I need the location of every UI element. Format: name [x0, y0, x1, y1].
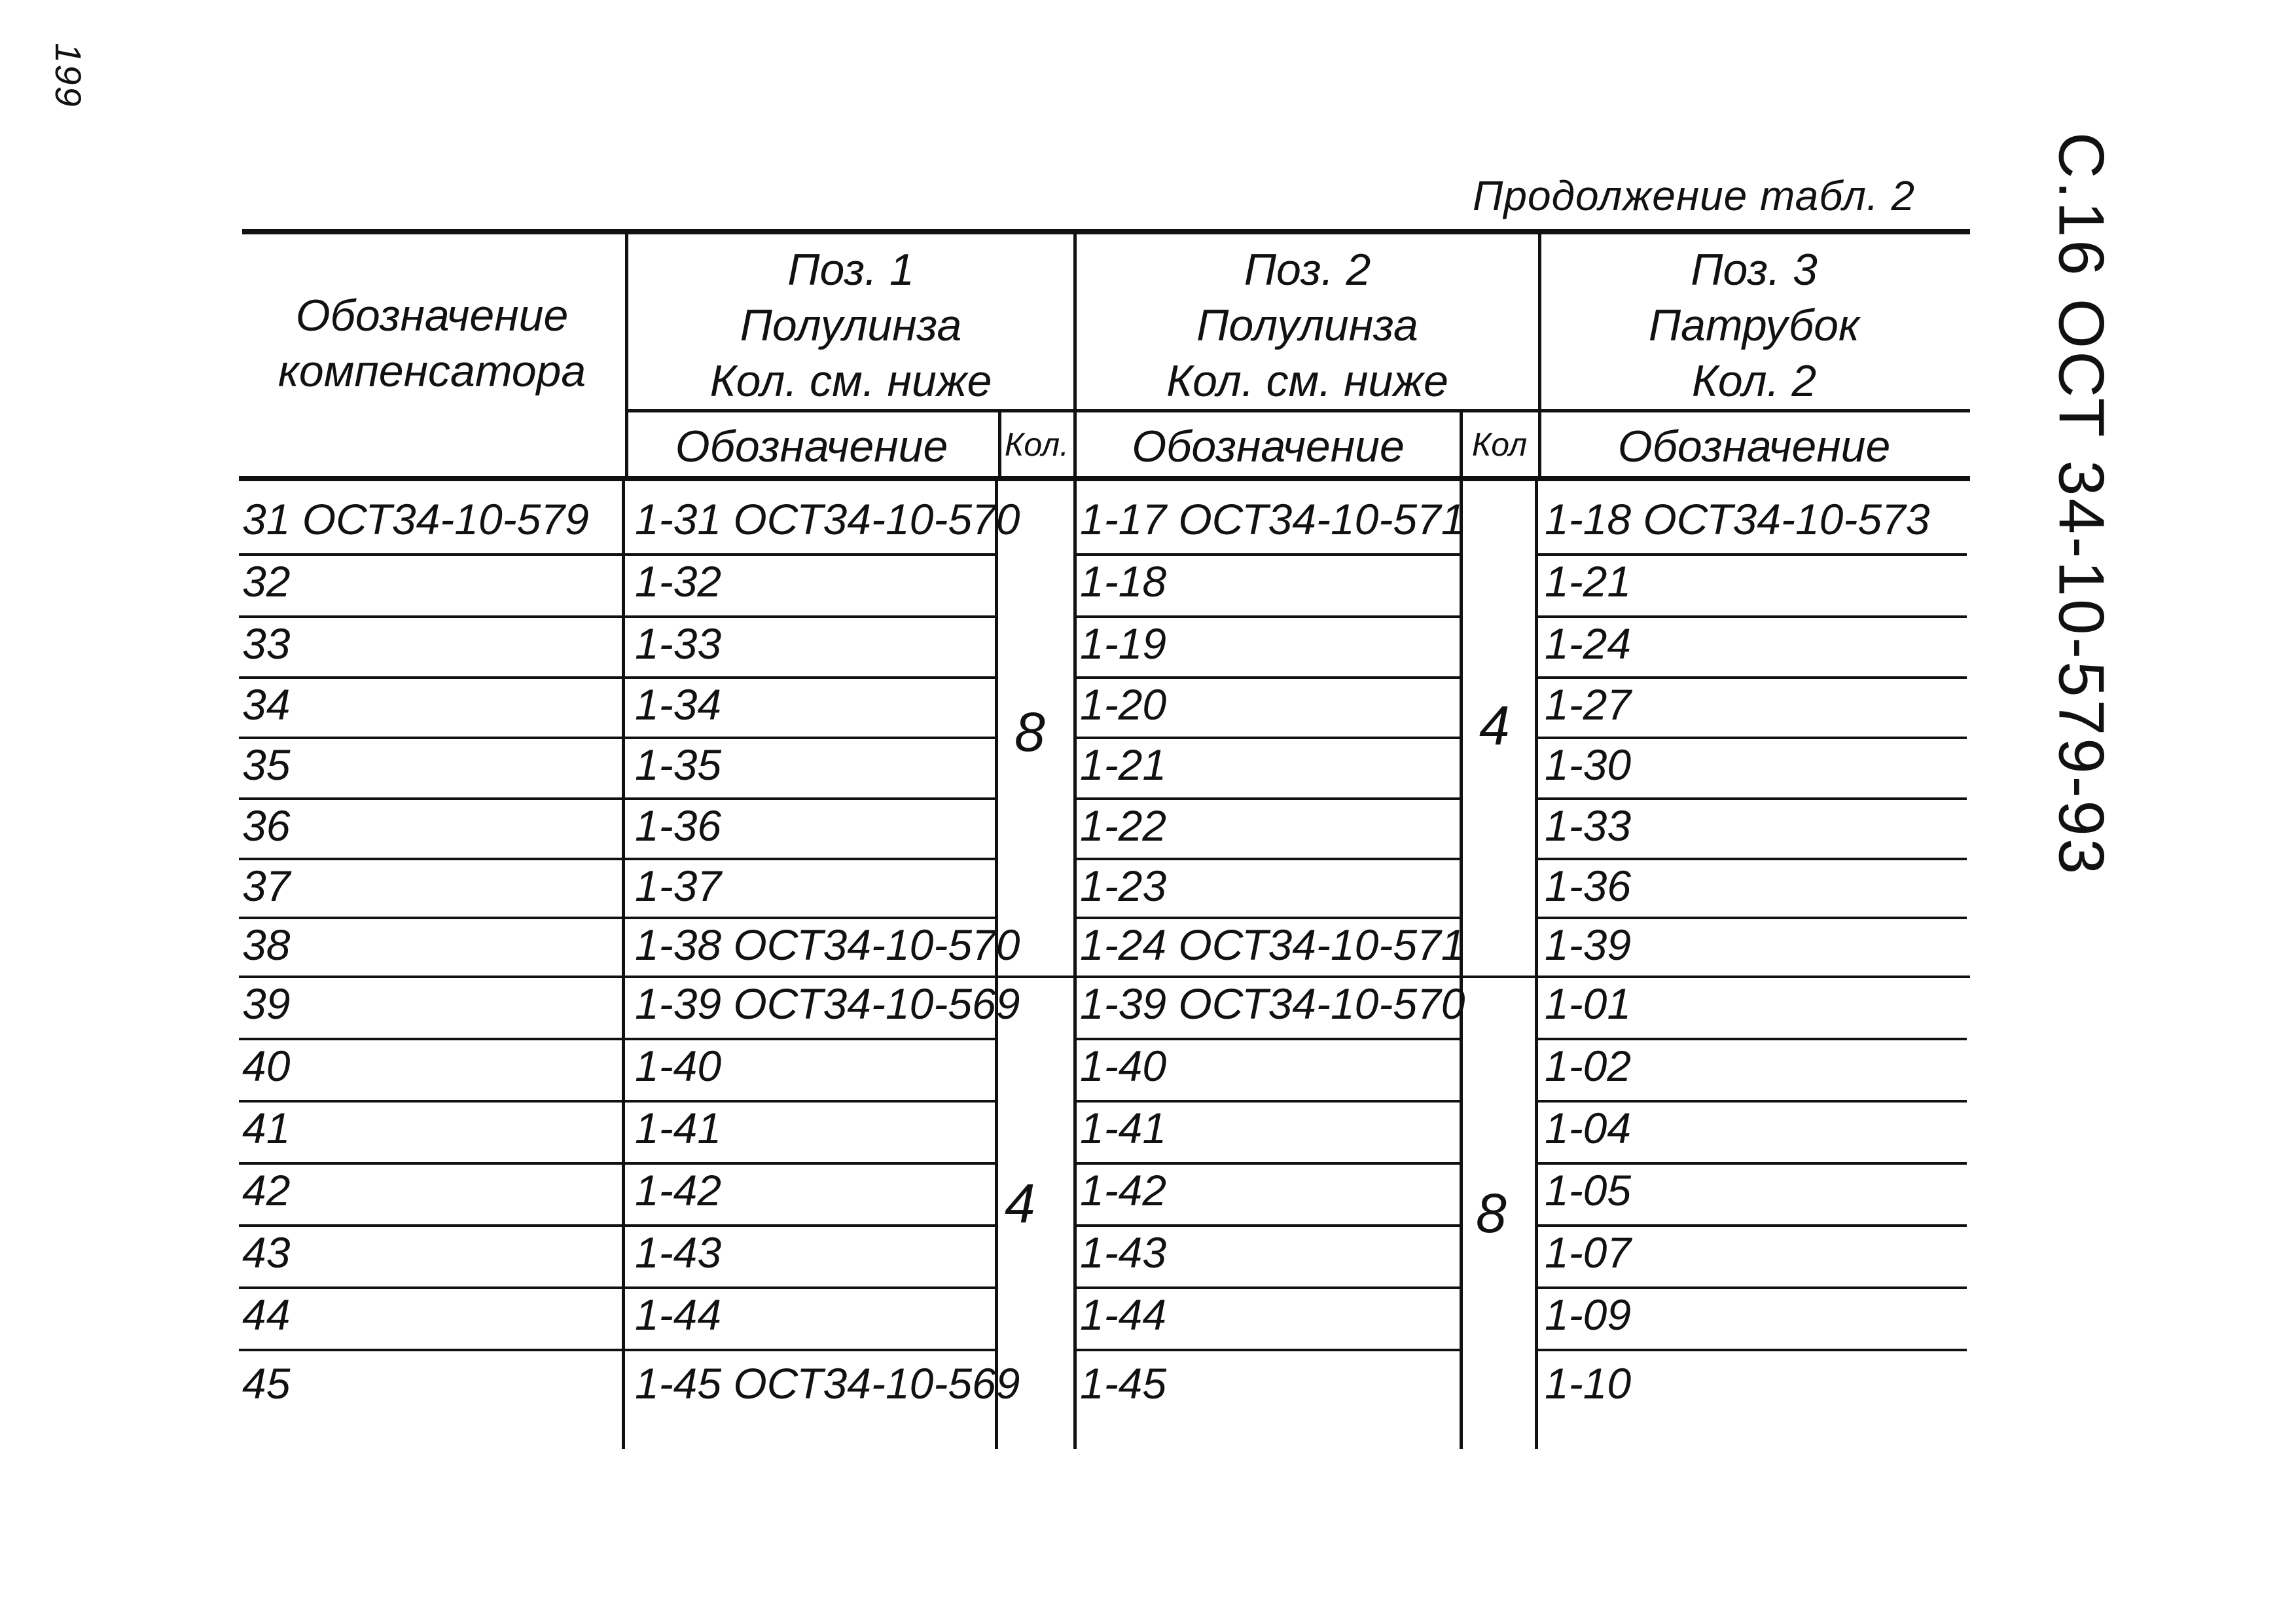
- subheader-pos2-qty: Кол: [1471, 426, 1528, 463]
- body-divider-qty2-r: [1535, 480, 1538, 1449]
- row-divider: [625, 737, 995, 739]
- row-compensator-designation: 41: [242, 1104, 291, 1152]
- row-compensator-designation: 32: [242, 557, 291, 606]
- subheader-pos1-qty: Кол.: [1004, 426, 1069, 463]
- row-pos3-designation: 1-02: [1545, 1042, 1632, 1090]
- row-divider: [1538, 676, 1967, 679]
- subheader-pos2-designation: Обозначение: [1132, 422, 1405, 471]
- qty-pos2-group-1: 4: [1479, 695, 1510, 756]
- row-divider: [1538, 737, 1967, 739]
- row-compensator-designation: 40: [242, 1042, 291, 1090]
- row-pos1-designation: 1-44: [635, 1290, 722, 1339]
- row-divider: [1538, 858, 1967, 860]
- row-pos1-designation: 1-37: [635, 862, 722, 910]
- row-pos3-designation: 1-27: [1545, 680, 1632, 729]
- row-pos3-designation: 1-05: [1545, 1166, 1632, 1214]
- row-divider: [239, 976, 1970, 978]
- row-pos3-designation: 1-33: [1545, 801, 1632, 850]
- row-divider: [625, 553, 995, 556]
- row-divider: [1077, 553, 1460, 556]
- row-divider: [239, 1286, 622, 1289]
- row-divider: [625, 1162, 995, 1165]
- row-pos2-designation: 1-24 ОСТ34-10-571: [1080, 921, 1465, 969]
- row-pos3-designation: 1-01: [1545, 979, 1632, 1028]
- row-divider: [625, 1038, 995, 1040]
- row-pos2-designation: 1-21: [1080, 740, 1167, 789]
- row-pos1-designation: 1-38 ОСТ34-10-570: [635, 921, 1020, 969]
- row-divider: [239, 1162, 622, 1165]
- row-divider: [1077, 1224, 1460, 1227]
- row-compensator-designation: 44: [242, 1290, 291, 1339]
- row-divider: [239, 797, 622, 800]
- row-divider: [1538, 1162, 1967, 1165]
- row-pos1-designation: 1-39 ОСТ34-10-569: [635, 979, 1020, 1028]
- row-divider: [1077, 797, 1460, 800]
- header-pos3: Поз. 3 Патрубок Кол. 2: [1648, 245, 1860, 406]
- row-divider: [625, 615, 995, 618]
- header-divider: [625, 409, 1970, 412]
- subheader-pos3-designation: Обозначение: [1617, 422, 1891, 471]
- row-pos1-designation: 1-45 ОСТ34-10-569: [635, 1359, 1020, 1408]
- row-divider: [625, 676, 995, 679]
- row-divider: [1538, 553, 1967, 556]
- row-pos3-designation: 1-30: [1545, 740, 1632, 789]
- row-divider: [1077, 676, 1460, 679]
- row-pos2-designation: 1-45: [1080, 1359, 1167, 1408]
- row-compensator-designation: 36: [242, 801, 291, 850]
- row-divider: [1538, 1286, 1967, 1289]
- row-compensator-designation: 42: [242, 1166, 291, 1214]
- row-pos1-designation: 1-33: [635, 619, 722, 668]
- row-pos3-designation: 1-18 ОСТ34-10-573: [1545, 495, 1930, 543]
- row-pos1-designation: 1-36: [635, 801, 722, 850]
- row-pos1-designation: 1-35: [635, 740, 722, 789]
- row-divider: [625, 1286, 995, 1289]
- row-divider: [239, 615, 622, 618]
- row-compensator-designation: 38: [242, 921, 291, 969]
- row-divider: [1538, 797, 1967, 800]
- row-compensator-designation: 33: [242, 619, 291, 668]
- row-pos3-designation: 1-24: [1545, 619, 1632, 668]
- row-pos2-designation: 1-19: [1080, 619, 1167, 668]
- body-divider-1: [622, 480, 625, 1449]
- row-pos1-designation: 1-31 ОСТ34-10-570: [635, 495, 1020, 543]
- row-pos1-designation: 1-40: [635, 1042, 722, 1090]
- row-divider: [1077, 917, 1460, 919]
- row-pos2-designation: 1-42: [1080, 1166, 1167, 1214]
- row-divider: [239, 1349, 622, 1351]
- row-divider: [625, 1349, 995, 1351]
- subheader-pos1-designation: Обозначение: [675, 422, 948, 471]
- row-divider: [1538, 1038, 1967, 1040]
- row-pos2-designation: 1-17 ОСТ34-10-571: [1080, 495, 1465, 543]
- row-divider: [1538, 1224, 1967, 1227]
- row-pos2-designation: 1-23: [1080, 862, 1167, 910]
- row-divider: [1077, 1100, 1460, 1103]
- row-divider: [625, 917, 995, 919]
- row-divider: [625, 858, 995, 860]
- row-pos3-designation: 1-10: [1545, 1359, 1632, 1408]
- document-code: С.16 ОСТ 34-10-579-93: [2045, 132, 2118, 877]
- row-pos1-designation: 1-41: [635, 1104, 722, 1152]
- row-divider: [1538, 1100, 1967, 1103]
- row-divider: [239, 1224, 622, 1227]
- header-compensator: Обозначение компенсатора: [278, 291, 586, 396]
- row-pos2-designation: 1-20: [1080, 680, 1167, 729]
- qty-pos1-group-2: 4: [1005, 1173, 1035, 1234]
- row-divider: [1077, 737, 1460, 739]
- row-divider: [239, 917, 622, 919]
- row-pos2-designation: 1-40: [1080, 1042, 1167, 1090]
- row-divider: [239, 553, 622, 556]
- row-compensator-designation: 35: [242, 740, 291, 789]
- row-divider: [1538, 917, 1967, 919]
- row-divider: [1538, 1349, 1967, 1351]
- header-bottom-border: [239, 476, 1970, 481]
- row-compensator-designation: 37: [242, 862, 291, 910]
- row-divider: [1077, 1286, 1460, 1289]
- row-divider: [1077, 1162, 1460, 1165]
- row-pos2-designation: 1-44: [1080, 1290, 1167, 1339]
- header-pos2: Поз. 2 Полулинза Кол. см. ниже: [1166, 245, 1448, 406]
- row-divider: [1538, 615, 1967, 618]
- row-pos2-designation: 1-22: [1080, 801, 1167, 850]
- continuation-label: Продолжение табл. 2: [1473, 172, 1916, 219]
- row-divider: [239, 1100, 622, 1103]
- row-pos3-designation: 1-04: [1545, 1104, 1632, 1152]
- row-pos3-designation: 1-09: [1545, 1290, 1632, 1339]
- table-top-border: [242, 229, 1970, 234]
- row-divider: [625, 1100, 995, 1103]
- row-divider: [1077, 858, 1460, 860]
- row-divider: [239, 676, 622, 679]
- header-pos1: Поз. 1 Полулинза Кол. см. ниже: [709, 245, 992, 406]
- row-divider: [1077, 615, 1460, 618]
- row-pos3-designation: 1-07: [1545, 1228, 1632, 1277]
- row-divider: [239, 858, 622, 860]
- row-pos2-designation: 1-43: [1080, 1228, 1167, 1277]
- row-pos1-designation: 1-34: [635, 680, 722, 729]
- row-divider: [1077, 1038, 1460, 1040]
- row-compensator-designation: 34: [242, 680, 291, 729]
- qty-pos2-group-2: 8: [1476, 1182, 1507, 1244]
- row-pos2-designation: 1-41: [1080, 1104, 1167, 1152]
- row-compensator-designation: 39: [242, 979, 291, 1028]
- row-pos1-designation: 1-32: [635, 557, 722, 606]
- row-compensator-designation: 45: [242, 1359, 291, 1408]
- row-divider: [625, 797, 995, 800]
- row-compensator-designation: 43: [242, 1228, 291, 1277]
- qty-pos1-group-1: 8: [1014, 701, 1045, 763]
- row-compensator-designation: 31 ОСТ34-10-579: [242, 495, 589, 543]
- row-pos1-designation: 1-43: [635, 1228, 722, 1277]
- body-divider-qty1-r: [1073, 480, 1077, 1449]
- row-pos2-designation: 1-18: [1080, 557, 1167, 606]
- col-divider-qty2-a: [1460, 411, 1463, 477]
- row-divider: [1077, 1349, 1460, 1351]
- row-divider: [239, 1038, 622, 1040]
- row-pos3-designation: 1-36: [1545, 862, 1632, 910]
- row-pos3-designation: 1-39: [1545, 921, 1632, 969]
- row-pos2-designation: 1-39 ОСТ34-10-570: [1080, 979, 1465, 1028]
- row-divider: [625, 1224, 995, 1227]
- row-pos3-designation: 1-21: [1545, 557, 1632, 606]
- row-pos1-designation: 1-42: [635, 1166, 722, 1214]
- page-number: 199: [48, 43, 90, 108]
- row-divider: [239, 737, 622, 739]
